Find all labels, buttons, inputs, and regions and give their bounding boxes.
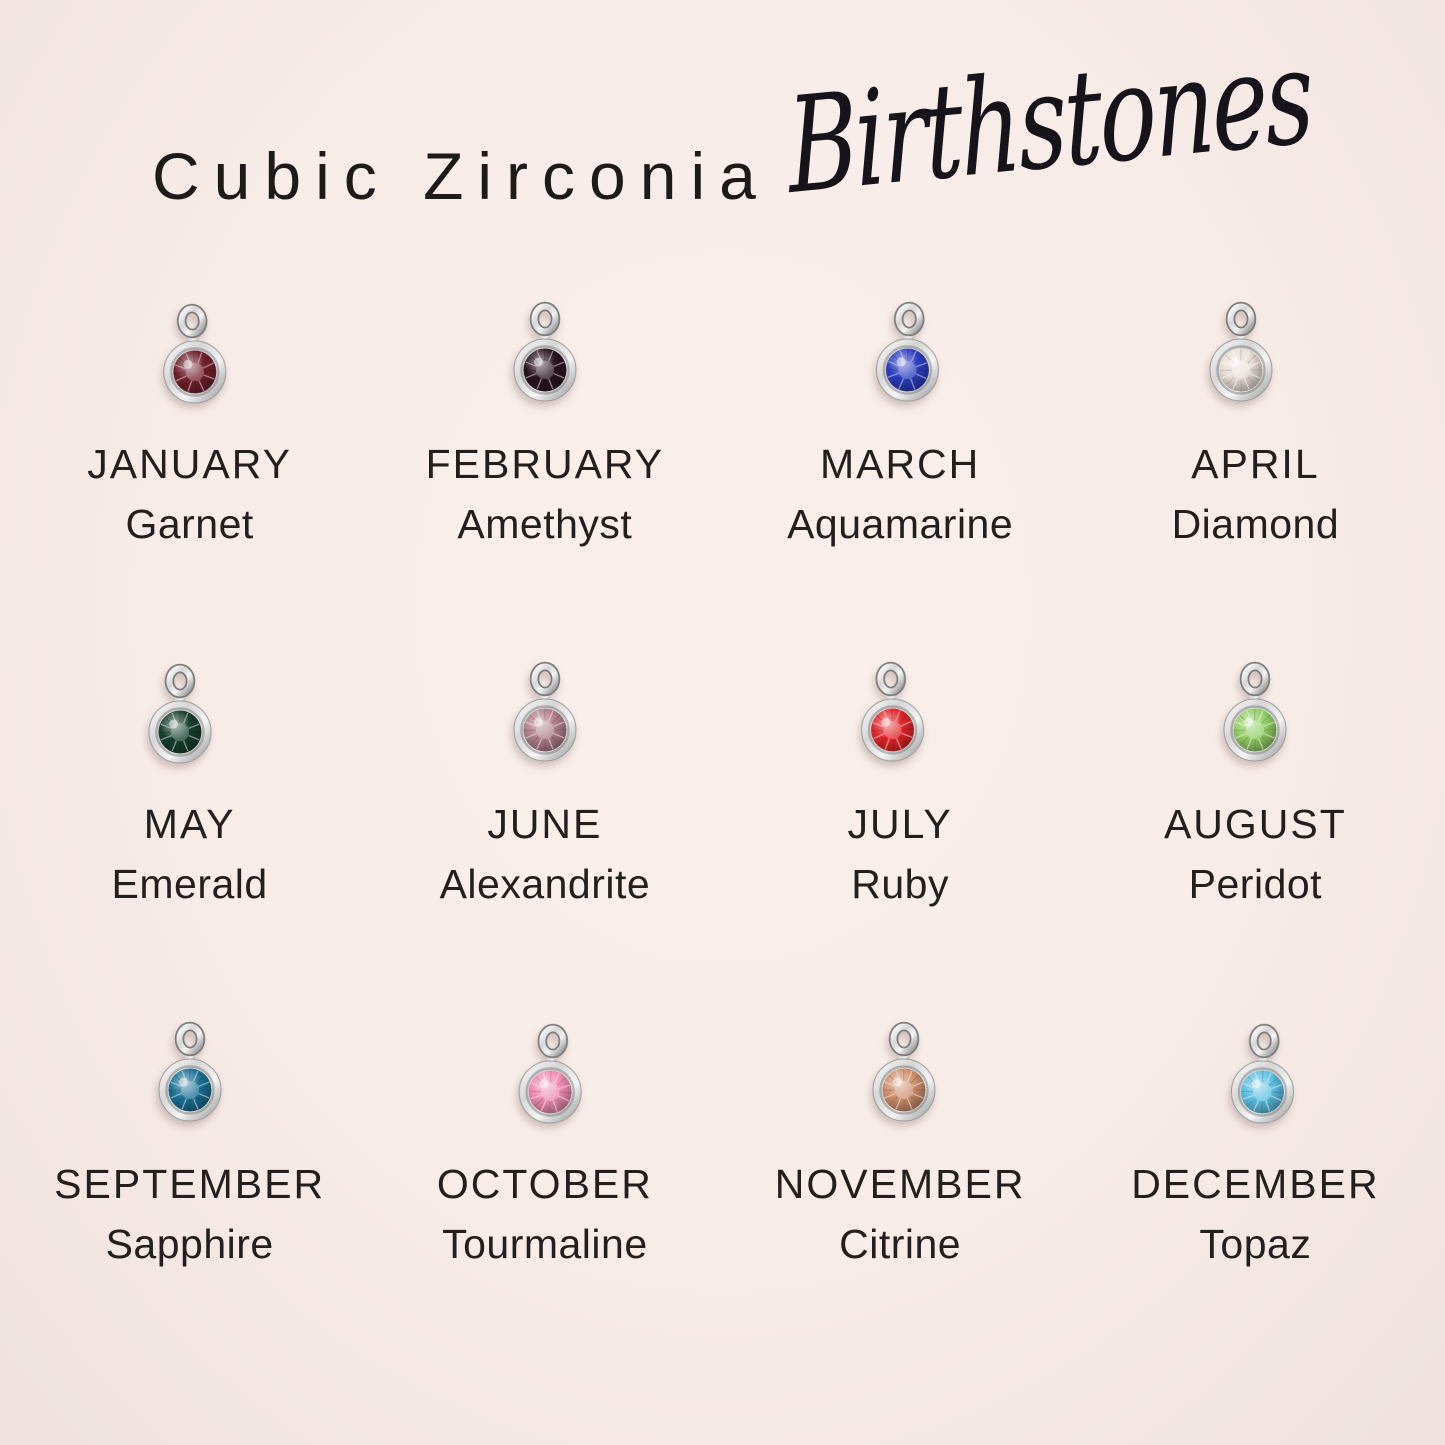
birthstone-cell	[12, 295, 367, 655]
month-label: OCTOBER	[436, 1161, 653, 1207]
month-label: DECEMBER	[1131, 1161, 1380, 1207]
stone-label: Amethyst	[457, 501, 633, 547]
stone-label: Peridot	[1188, 861, 1323, 907]
month-label: JANUARY	[87, 441, 292, 487]
birthstone-cell	[723, 655, 1078, 1015]
stone-label: Emerald	[111, 861, 268, 907]
stone-label: Citrine	[839, 1221, 962, 1267]
month-label: SEPTEMBER	[54, 1161, 326, 1207]
title-script-text: Birthstones	[784, 19, 1315, 225]
month-label: JULY	[847, 801, 953, 847]
emerald-charm-icon	[145, 663, 215, 769]
citrine-charm-icon	[869, 1021, 939, 1127]
birthstone-cell	[1078, 295, 1433, 655]
stone-label: Tourmaline	[442, 1221, 648, 1267]
alexandrite-charm-icon	[510, 661, 580, 767]
stone-label: Topaz	[1199, 1221, 1312, 1267]
month-label: MARCH	[819, 441, 981, 487]
stone-label: Aquamarine	[787, 501, 1014, 547]
birthstone-cell	[1078, 655, 1433, 1015]
birthstone-cell	[12, 1015, 367, 1375]
birthstone-grid	[12, 295, 1433, 1375]
stone-label: Diamond	[1171, 501, 1340, 547]
birthstone-cell	[12, 655, 367, 1015]
month-label: APRIL	[1191, 441, 1320, 487]
stone-label: Alexandrite	[439, 861, 651, 907]
month-label: NOVEMBER	[774, 1161, 1026, 1207]
stone-label: Ruby	[851, 861, 949, 907]
amethyst-charm-icon	[510, 301, 580, 407]
month-label: MAY	[143, 801, 236, 847]
birthstone-cell	[367, 655, 722, 1015]
birthstone-cell	[723, 295, 1078, 655]
peridot-charm-icon	[1220, 661, 1290, 767]
tourmaline-charm-icon	[513, 1021, 588, 1131]
month-label: FEBRUARY	[425, 441, 665, 487]
stone-label: Garnet	[125, 501, 254, 547]
diamond-charm-icon	[1206, 301, 1276, 407]
sapphire-charm-icon	[155, 1021, 225, 1127]
birthstone-cell	[367, 295, 722, 655]
stone-label: Sapphire	[105, 1221, 274, 1267]
birthstone-cell	[367, 1015, 722, 1375]
garnet-charm-icon	[156, 301, 231, 411]
aquamarine-charm-icon	[871, 300, 945, 408]
month-label: JUNE	[487, 801, 603, 847]
birthstone-cell	[1078, 1015, 1433, 1375]
ruby-charm-icon	[855, 660, 929, 768]
title-main-text: Cubic Zirconia	[152, 139, 770, 213]
birthstone-cell	[723, 1015, 1078, 1375]
topaz-charm-icon	[1227, 1022, 1301, 1130]
month-label: AUGUST	[1163, 801, 1347, 847]
